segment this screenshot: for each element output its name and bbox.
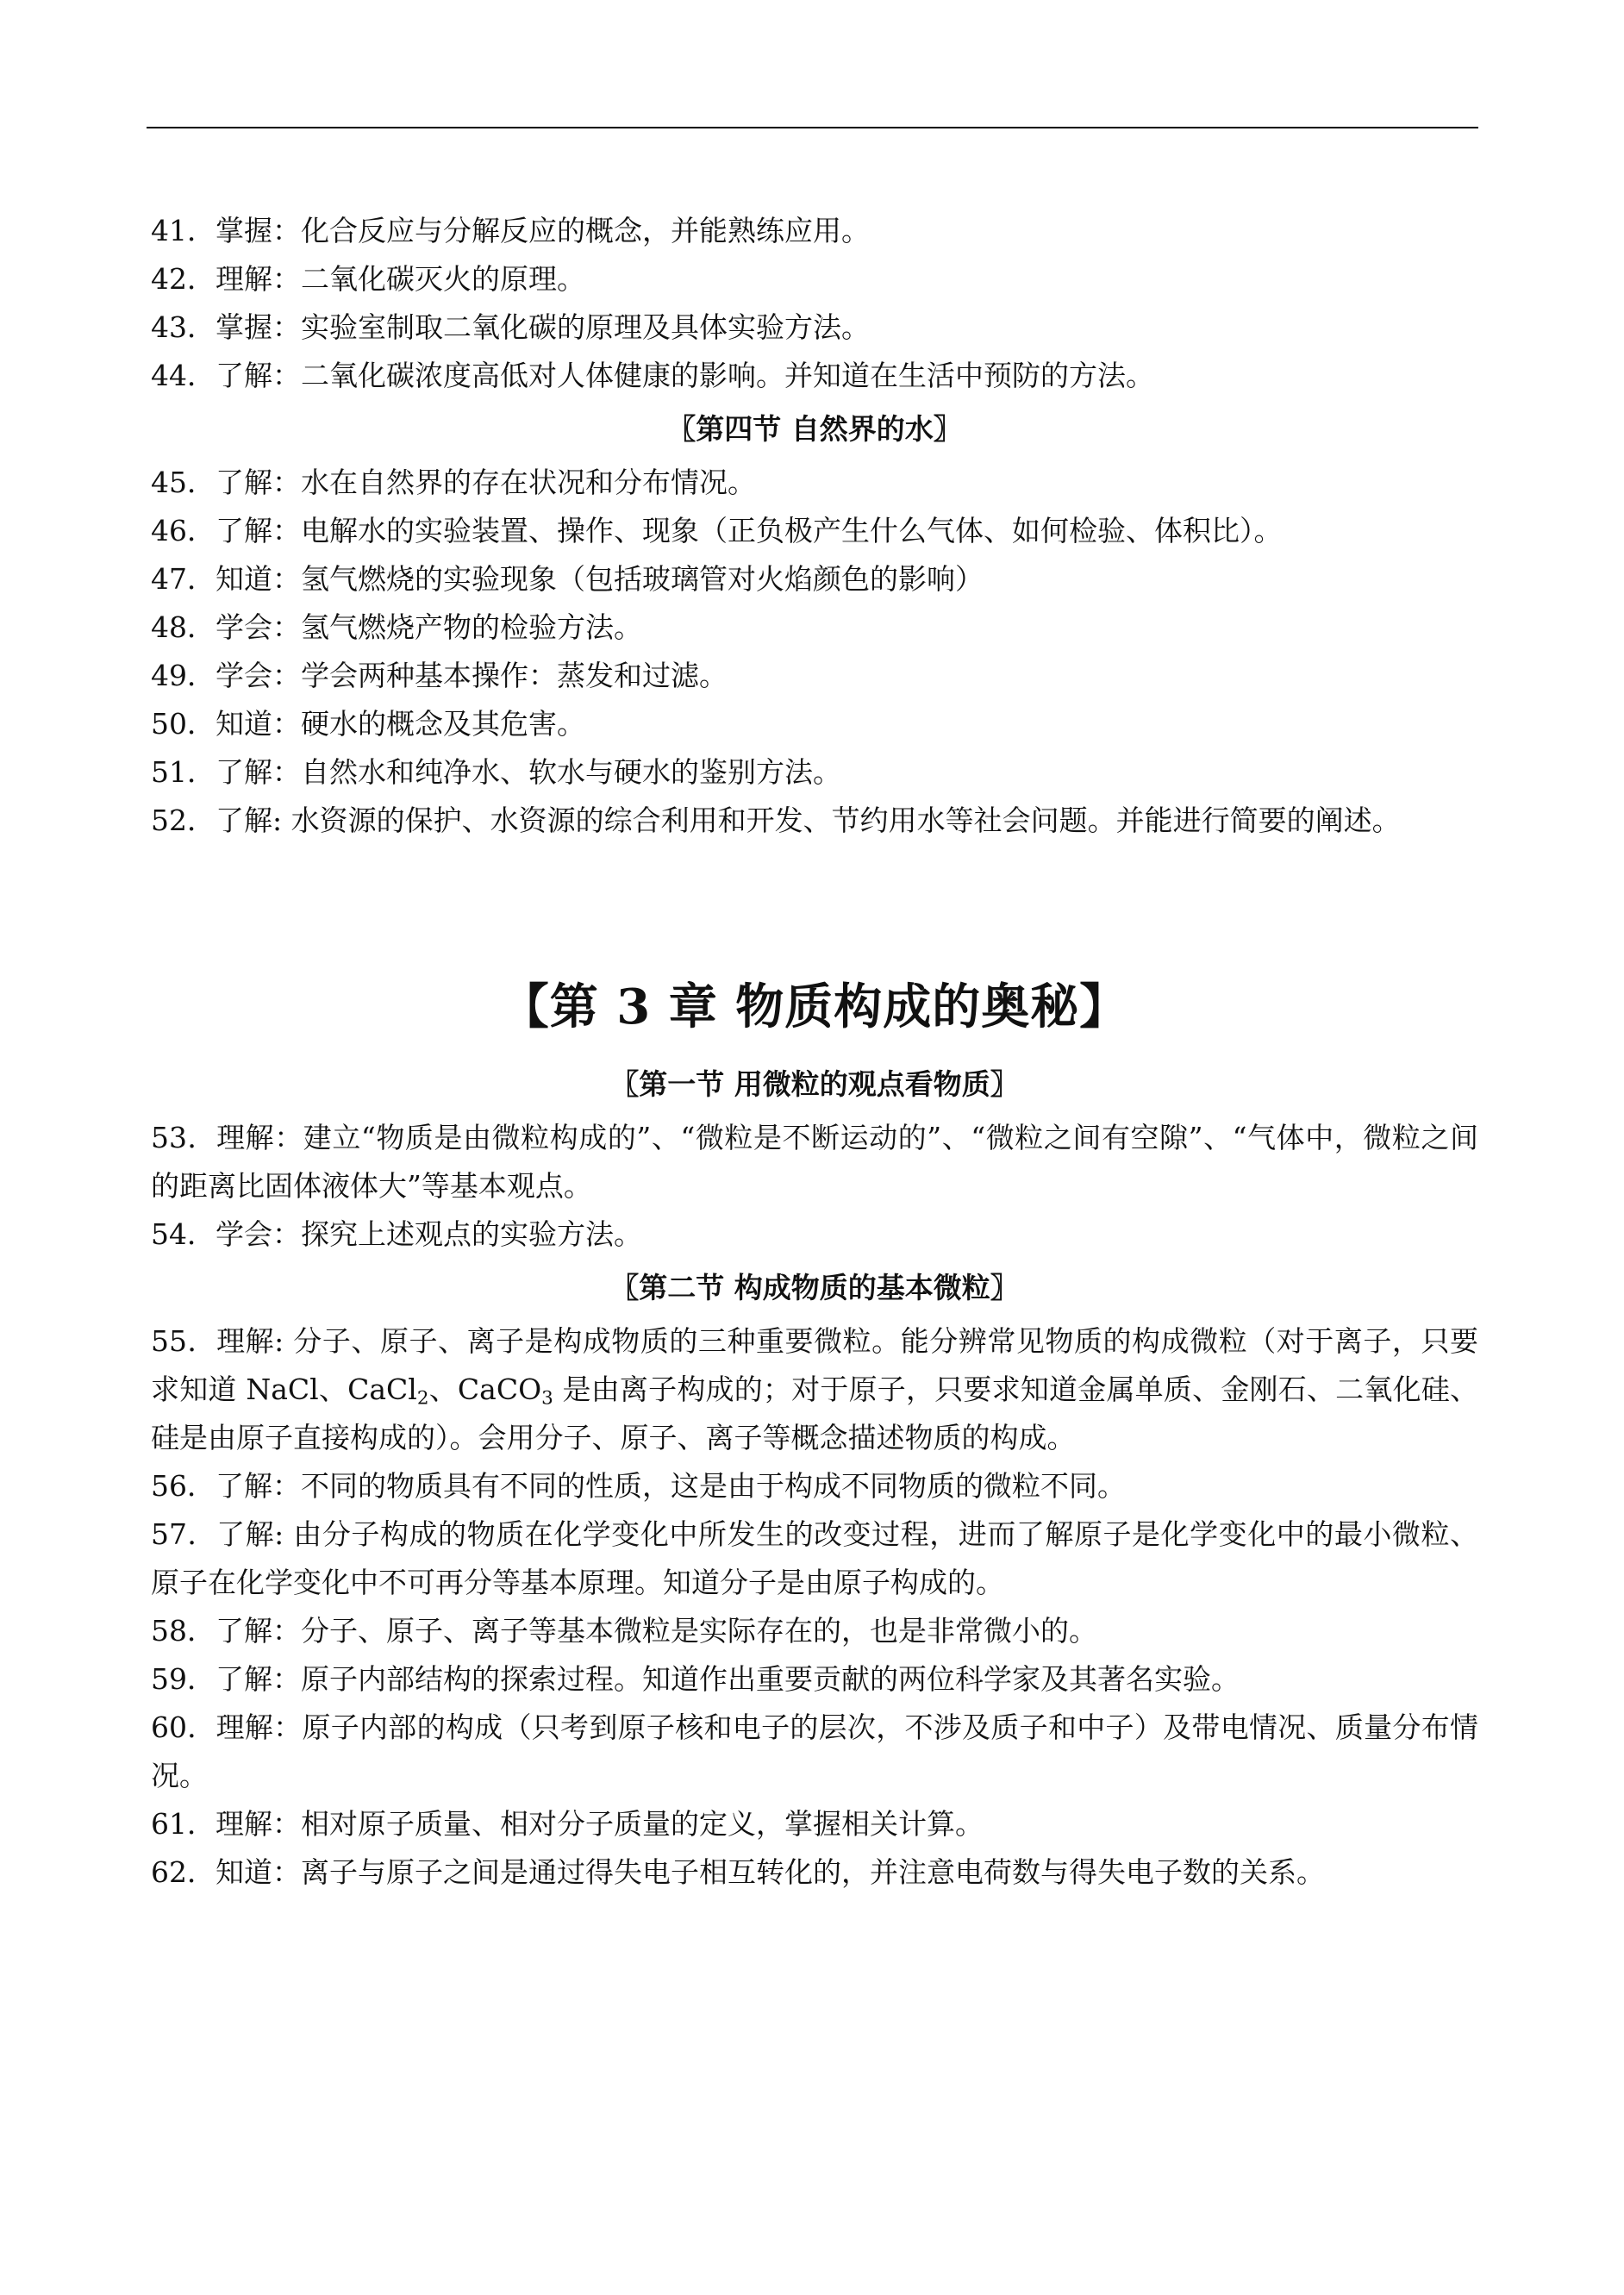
list-group-a xyxy=(151,207,1478,400)
item-text: 、CaCO xyxy=(428,1373,542,1406)
item-text: 知道：氢气燃烧的实验现象（包括玻璃管对火焰颜色的影响） xyxy=(215,562,984,596)
item-text: 了解: 水资源的保护、水资源的综合利用和开发、节约用水等社会问题。并能进行简要的阐述。 xyxy=(215,804,1401,837)
list-item xyxy=(151,303,1478,352)
item-text: 掌握：化合反应与分解反应的概念，并能熟练应用。 xyxy=(215,214,870,247)
item-text: 了解: 由分子构成的物质在化学变化中所发生的改变过程，进而了解原子是化学变化中的最小微粒、原子在化学变化中不可再分等基本原理。知道分子是由原子构成的。 xyxy=(151,1517,1478,1599)
item-number: 58． xyxy=(151,1614,215,1648)
chapter-title: 【第 3 章 物质构成的奥秘】 xyxy=(500,979,1129,1035)
list-item xyxy=(151,652,1478,700)
item-number: 62． xyxy=(151,1855,215,1889)
item-number: 42． xyxy=(151,262,215,296)
item-text: 学会：学会两种基本操作：蒸发和过滤。 xyxy=(215,659,728,692)
item-number: 56． xyxy=(151,1469,215,1503)
item-number: 52． xyxy=(151,804,215,837)
section-title-2: 〖第二节 构成物质的基本微粒〗 xyxy=(610,1271,1019,1304)
list-group-c xyxy=(151,1114,1478,1259)
list-item xyxy=(151,255,1478,303)
item-number: 45． xyxy=(151,466,215,499)
list-item xyxy=(151,459,1478,507)
item-text: 理解：二氧化碳灭火的原理。 xyxy=(215,262,585,296)
item-text: 了解：分子、原子、离子等基本微粒是实际存在的，也是非常微小的。 xyxy=(215,1614,1097,1648)
section-title-1: 〖第一节 用微粒的观点看物质〗 xyxy=(610,1067,1019,1101)
item-text: 知道：硬水的概念及其危害。 xyxy=(215,707,585,741)
item-number: 51． xyxy=(151,755,215,789)
list-item xyxy=(151,507,1478,555)
list-item xyxy=(151,1848,1478,1897)
list-item xyxy=(151,1510,1478,1607)
item-text: 理解: 分子、原子、离子是构成物质的三种重要微粒。能分辨常见物质的构成微粒（对于离子，只要求知道 NaCl、CaCl xyxy=(151,1324,1478,1406)
list-item xyxy=(151,1210,1478,1259)
item-number: 43． xyxy=(151,310,215,344)
item-text: 了解：水在自然界的存在状况和分布情况。 xyxy=(215,466,756,499)
subscript: 2 xyxy=(416,1387,429,1410)
item-text: 学会：探究上述观点的实验方法。 xyxy=(215,1217,642,1251)
item-number: 49． xyxy=(151,659,215,692)
list-item xyxy=(151,748,1478,797)
subscript: 3 xyxy=(541,1387,553,1410)
item-text: 是由离子构成的；对于原子，只要求知道金属单质、金刚石、二氧化硅、硅是由原子直接构成的）。会用分子、原子、离子等概念描述物质的构成。 xyxy=(151,1373,1478,1454)
list-item xyxy=(151,1655,1478,1704)
item-number: 60． xyxy=(151,1710,216,1744)
list-item xyxy=(151,603,1478,652)
item-number: 48． xyxy=(151,610,215,644)
item-text: 理解：相对原子质量、相对分子质量的定义，掌握相关计算。 xyxy=(215,1807,984,1841)
section-title-4: 〖第四节 自然界的水〗 xyxy=(667,412,962,446)
item-text: 了解：二氧化碳浓度高低对人体健康的影响。并知道在生活中预防的方法。 xyxy=(215,359,1154,392)
item-number: 59． xyxy=(151,1662,215,1696)
item-number: 47． xyxy=(151,562,215,596)
list-item xyxy=(151,352,1478,400)
list-item xyxy=(151,207,1478,255)
item-number: 57． xyxy=(151,1517,217,1551)
document-body xyxy=(151,207,1478,1897)
item-text: 知道：离子与原子之间是通过得失电子相互转化的，并注意电荷数与得失电子数的关系。 xyxy=(215,1855,1325,1889)
list-item xyxy=(151,700,1478,748)
item-text: 了解：电解水的实验装置、操作、现象（正负极产生什么气体、如何检验、体积比）。 xyxy=(215,514,1283,547)
list-group-d xyxy=(151,1317,1478,1897)
list-item xyxy=(151,1800,1478,1848)
item-number: 61． xyxy=(151,1807,215,1841)
item-number: 54． xyxy=(151,1217,215,1251)
item-number: 44． xyxy=(151,359,215,392)
list-group-b xyxy=(151,459,1478,845)
item-number: 50． xyxy=(151,707,215,741)
item-text: 了解：不同的物质具有不同的性质，这是由于构成不同物质的微粒不同。 xyxy=(215,1469,1126,1503)
list-item xyxy=(151,1317,1478,1462)
list-item xyxy=(151,1704,1478,1800)
item-text: 理解：建立“物质是由微粒构成的”、“微粒是不断运动的”、“微粒之间有空隙”、“气体中，微粒之间的距离比固体液体大”等基本观点。 xyxy=(151,1121,1478,1203)
header-rule xyxy=(147,127,1478,128)
item-text: 了解：自然水和纯净水、软水与硬水的鉴别方法。 xyxy=(215,755,841,789)
item-text: 了解：原子内部结构的探索过程。知道作出重要贡献的两位科学家及其著名实验。 xyxy=(215,1662,1240,1696)
list-item xyxy=(151,1607,1478,1655)
item-number: 46． xyxy=(151,514,215,547)
item-number: 55． xyxy=(151,1324,217,1358)
list-item xyxy=(151,1114,1478,1210)
item-text: 学会：氢气燃烧产物的检验方法。 xyxy=(215,610,642,644)
item-text: 掌握：实验室制取二氧化碳的原理及具体实验方法。 xyxy=(215,310,870,344)
list-item xyxy=(151,797,1478,845)
list-item xyxy=(151,555,1478,603)
item-text: 理解：原子内部的构成（只考到原子核和电子的层次，不涉及质子和中子）及带电情况、质量分布情况。 xyxy=(151,1710,1479,1792)
list-item xyxy=(151,1462,1478,1510)
item-number: 53． xyxy=(151,1121,217,1154)
item-number: 41． xyxy=(151,214,215,247)
